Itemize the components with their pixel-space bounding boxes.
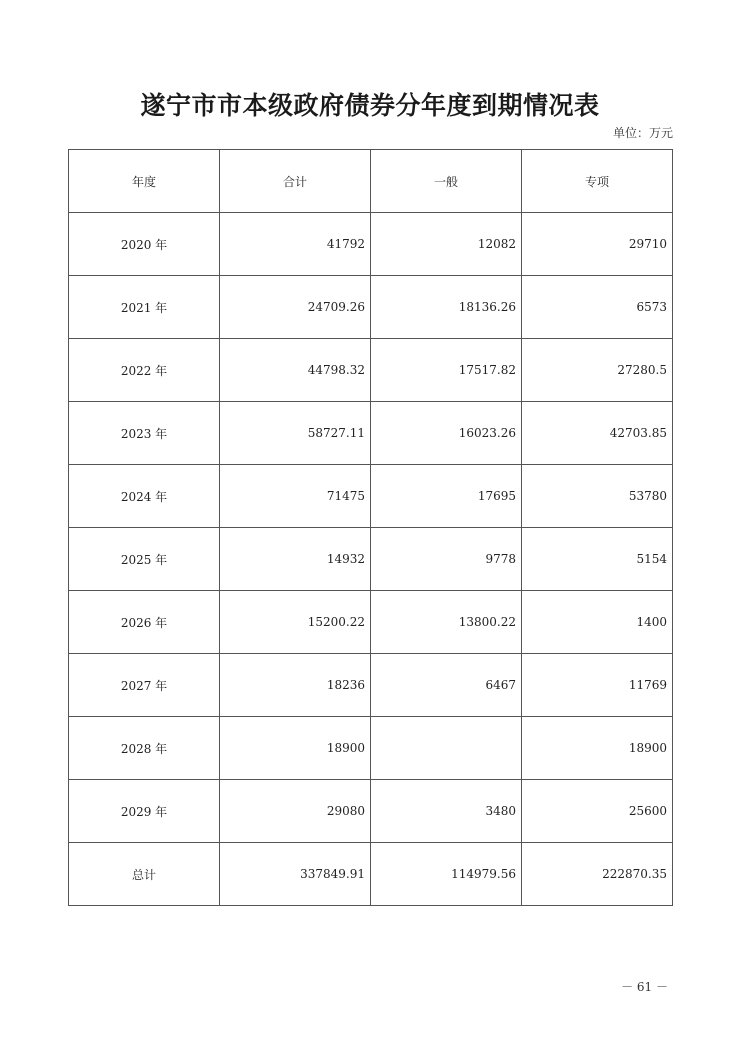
cell-general: 13800.22 [371,591,522,654]
table-total-row [69,843,673,906]
cell-total: 24709.26 [220,276,371,339]
cell-general: 17695 [371,465,522,528]
cell-year: 2021 年 [69,276,220,339]
cell-general: 114979.56 [371,843,522,906]
cell-special: 11769 [522,654,673,717]
cell-special: 53780 [522,465,673,528]
cell-year: 2020 年 [69,213,220,276]
cell-special: 6573 [522,276,673,339]
header-year: 年度 [69,150,220,213]
cell-total: 58727.11 [220,402,371,465]
table-row [69,276,673,339]
cell-total: 15200.22 [220,591,371,654]
page-number: － 61 － [621,980,668,994]
cell-general: 9778 [371,528,522,591]
cell-general: 16023.26 [371,402,522,465]
cell-total: 18236 [220,654,371,717]
table-row [69,591,673,654]
cell-special: 27280.5 [522,339,673,402]
page-title: 遂宁市市本级政府债券分年度到期情况表 [140,91,600,120]
table-row [69,465,673,528]
header-general: 一般 [371,150,522,213]
cell-year: 2022 年 [69,339,220,402]
cell-general: 18136.26 [371,276,522,339]
cell-special: 18900 [522,717,673,780]
cell-general: 3480 [371,780,522,843]
cell-year: 2023 年 [69,402,220,465]
cell-total: 18900 [220,717,371,780]
cell-total: 41792 [220,213,371,276]
cell-special: 25600 [522,780,673,843]
cell-total: 44798.32 [220,339,371,402]
cell-special: 42703.85 [522,402,673,465]
table-row [69,780,673,843]
cell-total: 14932 [220,528,371,591]
cell-total: 337849.91 [220,843,371,906]
cell-special: 1400 [522,591,673,654]
table-header-row [69,150,673,213]
table-row [69,339,673,402]
cell-general: 17517.82 [371,339,522,402]
cell-year: 2024 年 [69,465,220,528]
unit-label: 单位：万元 [612,126,673,140]
table-row [69,213,673,276]
cell-year: 2026 年 [69,591,220,654]
table-row [69,654,673,717]
header-total: 合计 [220,150,371,213]
debt-maturity-table [68,149,673,906]
cell-year: 2027 年 [69,654,220,717]
table-row [69,717,673,780]
table-row [69,402,673,465]
cell-general: 12082 [371,213,522,276]
table-row [69,528,673,591]
cell-total: 71475 [220,465,371,528]
cell-special: 5154 [522,528,673,591]
cell-total-label: 总计 [69,843,220,906]
cell-year: 2029 年 [69,780,220,843]
cell-total: 29080 [220,780,371,843]
cell-special: 222870.35 [522,843,673,906]
cell-general [371,717,522,780]
cell-year: 2028 年 [69,717,220,780]
cell-general: 6467 [371,654,522,717]
cell-year: 2025 年 [69,528,220,591]
header-special: 专项 [522,150,673,213]
cell-special: 29710 [522,213,673,276]
